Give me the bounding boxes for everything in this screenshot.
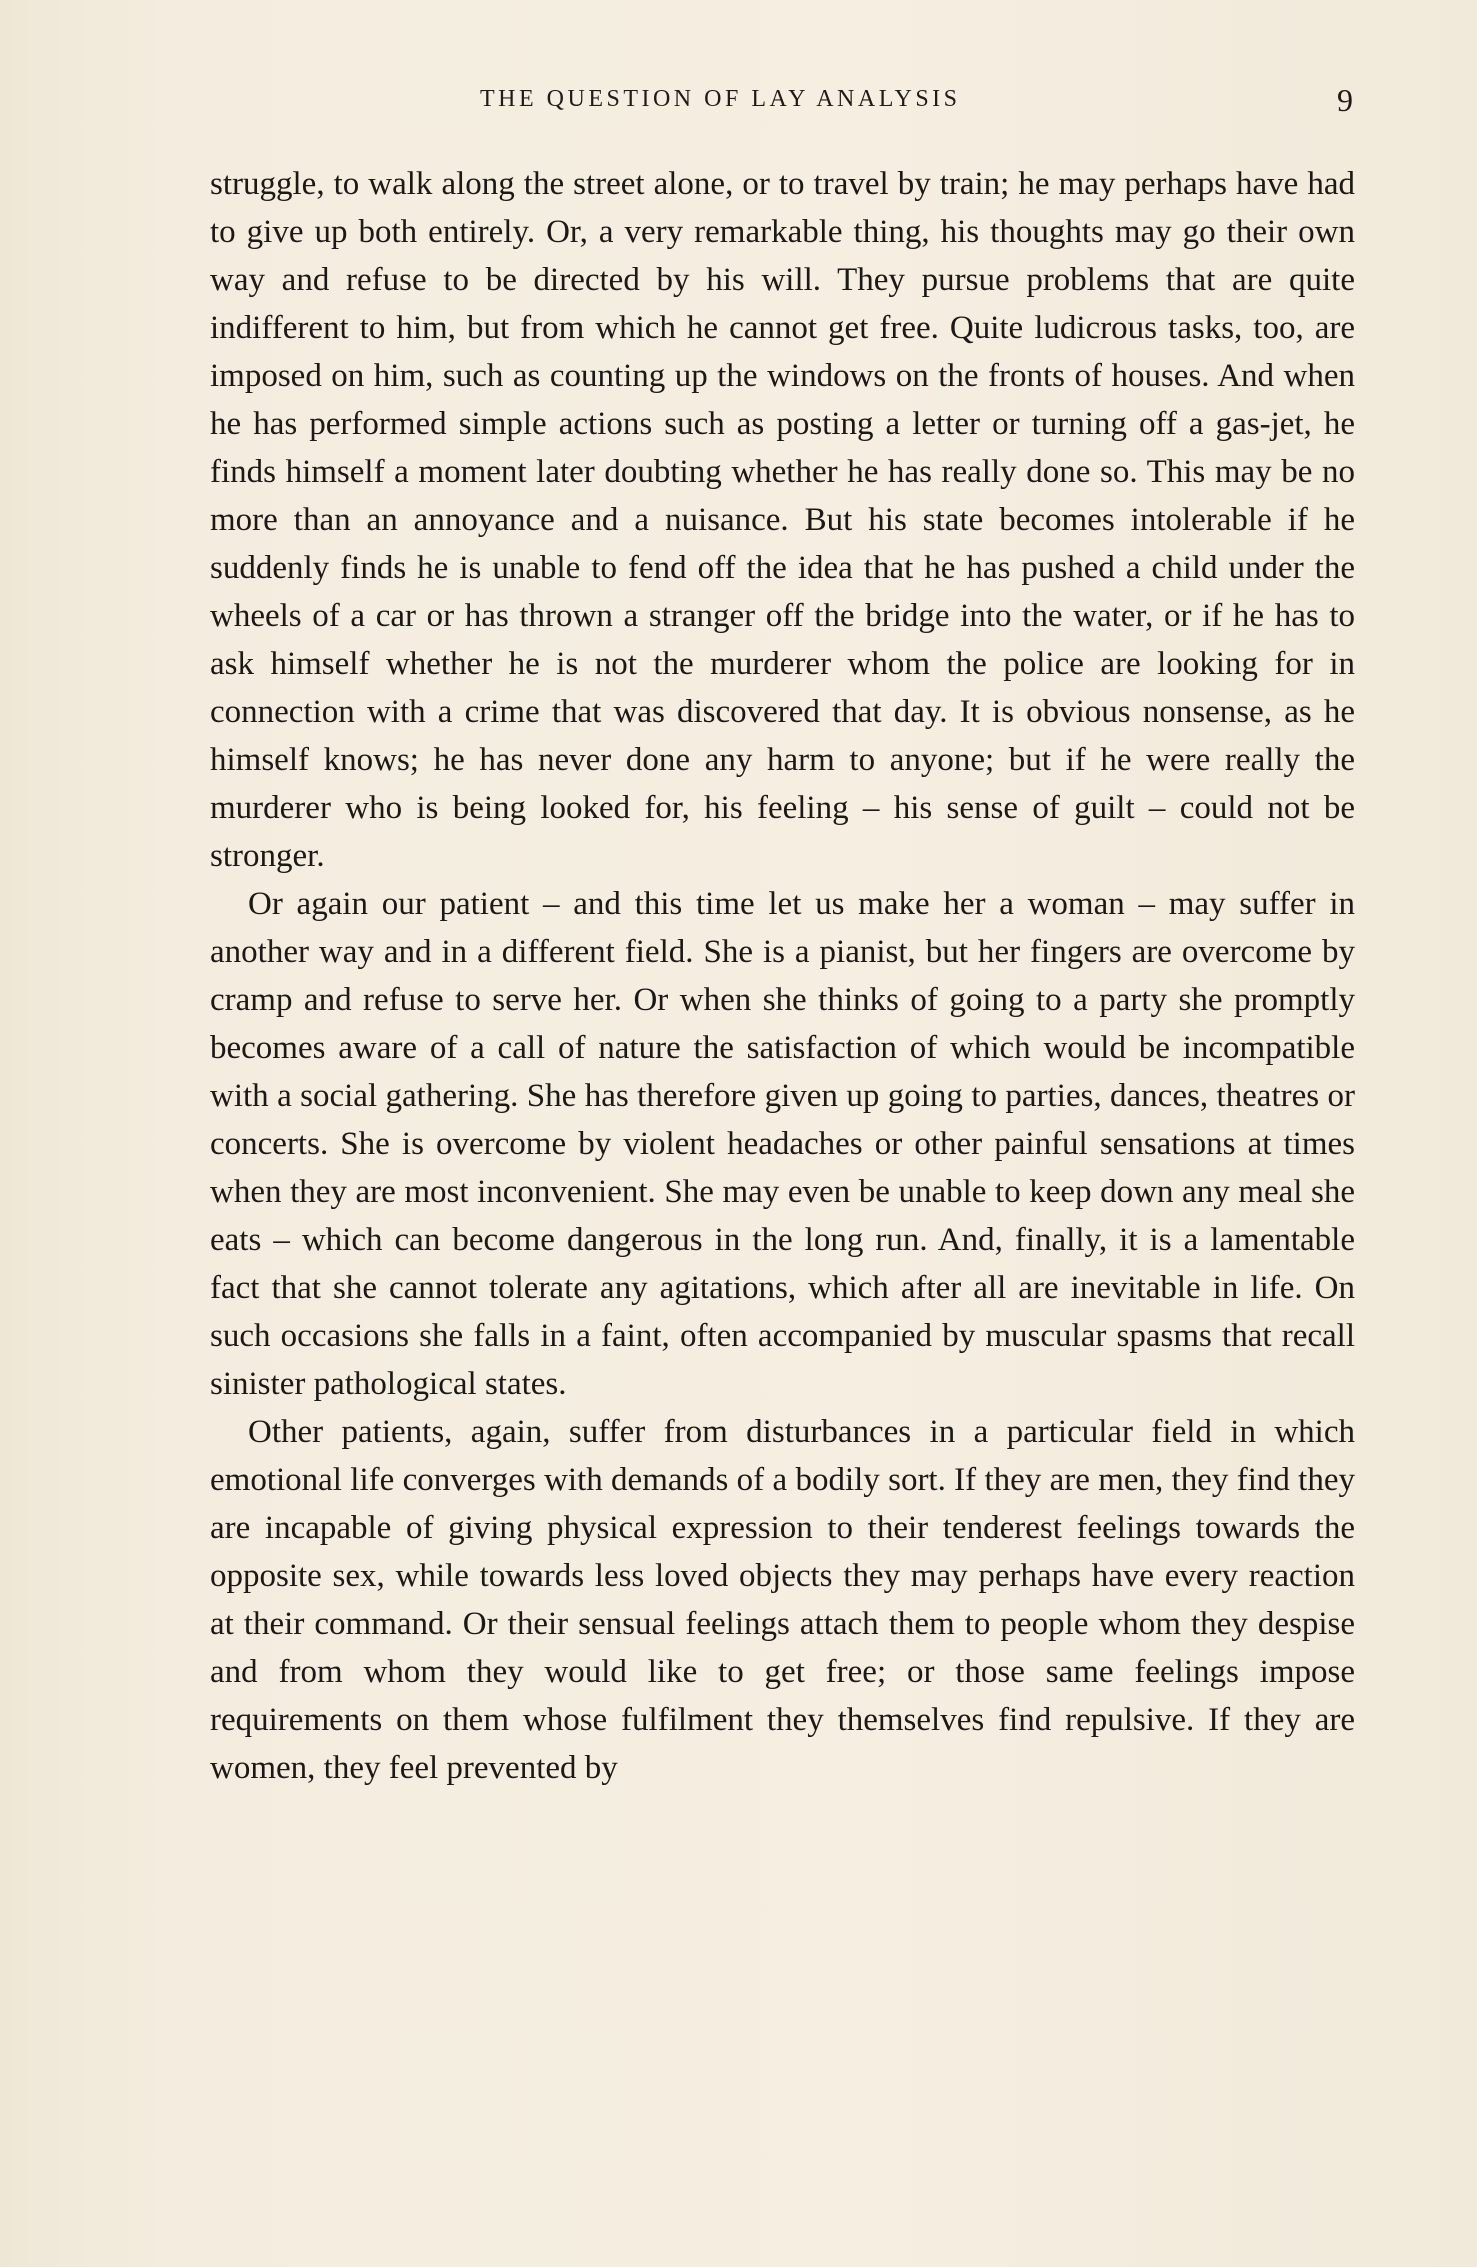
page-number: 9	[1337, 82, 1353, 118]
body-text	[210, 160, 1355, 1792]
running-head	[210, 84, 1355, 124]
running-title: THE QUESTION OF LAY ANALYSIS	[480, 86, 961, 112]
paragraph-1: struggle, to walk along the street alone, or to travel by train; he may perhaps have had to give up both entirely. Or, a very remarkable thing, his thoughts may go their own way and refuse to be directed by his will. They pursue problems that are quite indifferent to him, but from which he cannot get free. Quite ludicrous tasks, too, are imposed on him, such as counting up the windows on the fronts of houses. And when he has performed simple actions such as posting a letter or turning off a gas-jet, he finds himself a moment later doubting whether he has really done so. This may be no more than an annoyance and a nuisance. But his state becomes intolerable if he suddenly finds he is unable to fend off the idea that he has pushed a child under the wheels of a car or has thrown a stranger off the bridge into the water, or if he has to ask himself whether he is not the murderer whom the police are looking for in connection with a crime that was discovered that day. It is obvious nonsense, as he himself knows; he has never done any harm to anyone; but if he were really the murderer who is being looked for, his feeling – his sense of guilt – could not be stronger.	[210, 166, 1355, 874]
paragraph-3: Other patients, again, suffer from disturbances in a particular field in which emotional life converges with demands of a bodily sort. If they are men, they find they are incapable of giving physical expression to their tenderest feelings towards the opposite sex, while towards less loved objects they may perhaps have every reaction at their command. Or their sensual feelings attach them to people whom they despise and from whom they would like to get free; or those same feelings impose requirements on them whose fulfilment they themselves find repulsive. If they are women, they feel prevented by	[210, 1414, 1355, 1786]
paragraph-2: Or again our patient – and this time let us make her a woman – may suffer in another way and in a different field. She is a pianist, but her fingers are overcome by cramp and refuse to serve her. Or when she thinks of going to a party she promptly becomes aware of a call of nature the satisfaction of which would be incompatible with a social gathering. She has therefore given up going to parties, dances, theatres or concerts. She is overcome by violent headaches or other painful sensations at times when they are most inconvenient. She may even be unable to keep down any meal she eats – which can become dangerous in the long run. And, finally, it is a lamentable fact that she cannot tolerate any agitations, which after all are inevitable in life. On such occasions she falls in a faint, often accompanied by muscular spasms that recall sinister pathological states.	[210, 886, 1355, 1402]
